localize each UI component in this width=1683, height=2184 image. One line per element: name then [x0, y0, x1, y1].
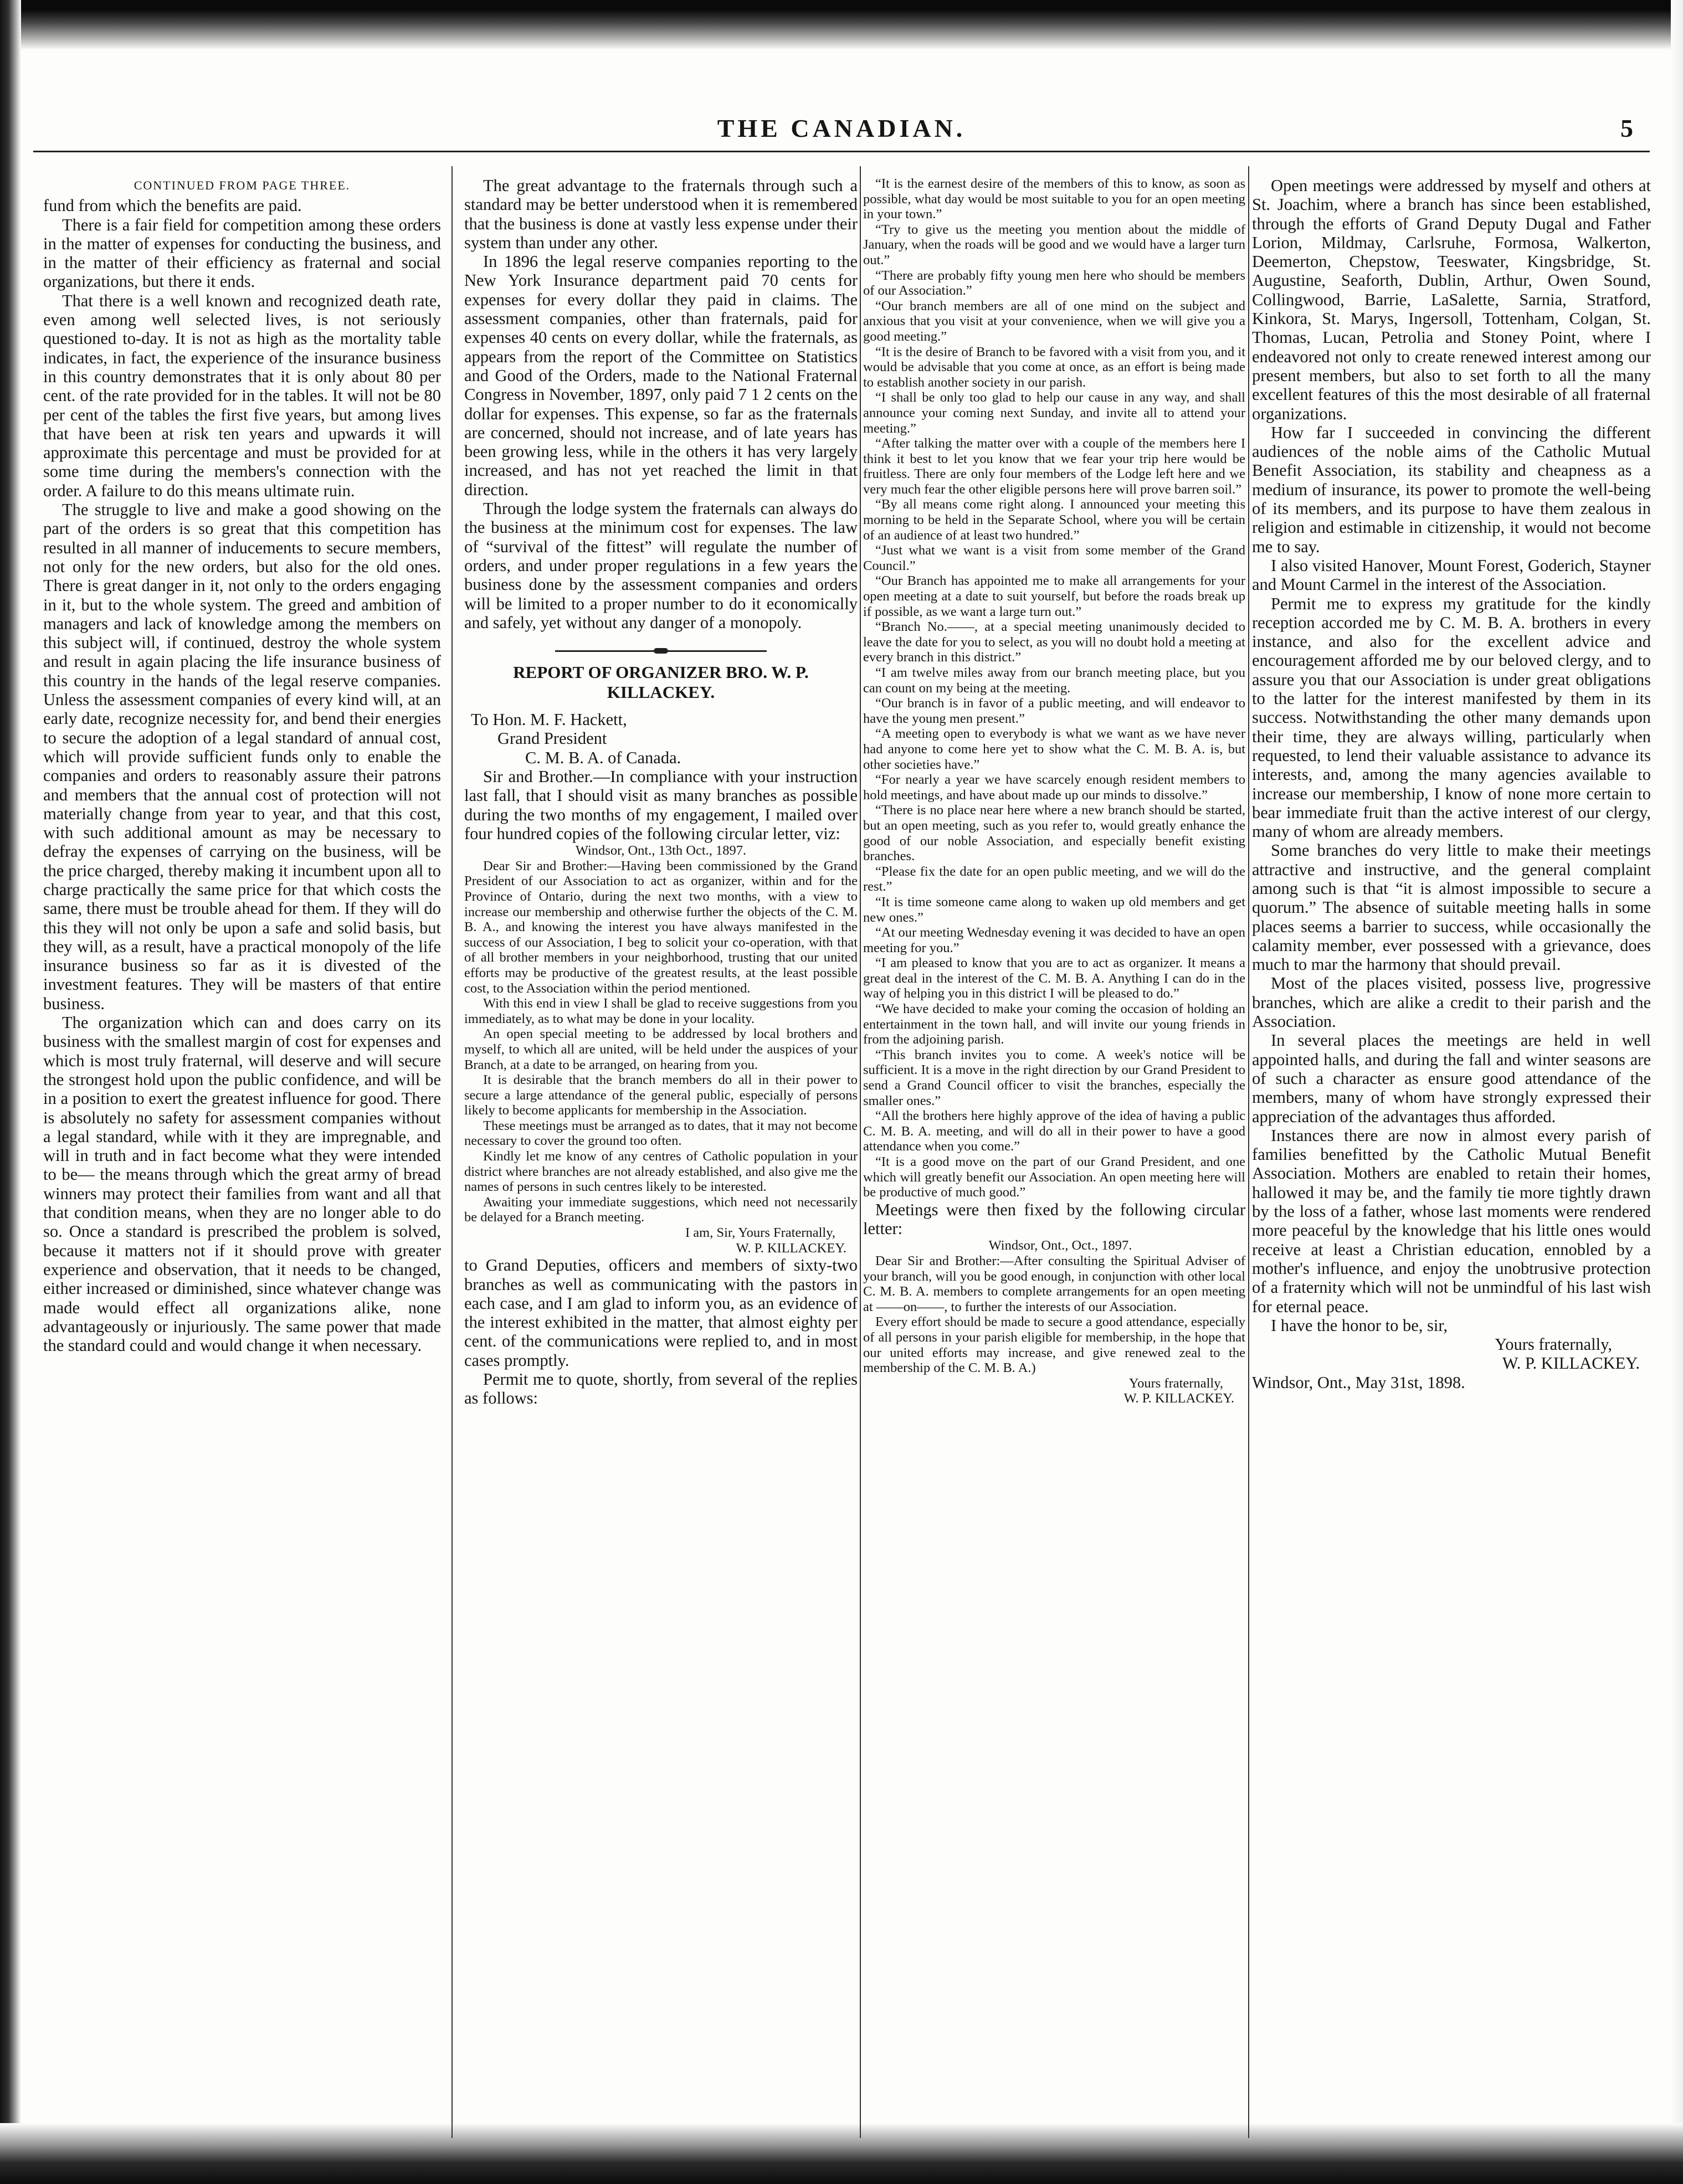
letter-signature: W. P. KILLACKEY. [1123, 1391, 1234, 1406]
reply-quote: “Try to give us the meeting you mention about the middle of January, when the roads will be good and we would have a larger turn out.” [863, 222, 1245, 268]
paragraph: Open meetings were addressed by myself and others at St. Joachim, where a branch has since been established, through the efforts of Grand Deputy Dugal and Father Lorion, Mildmay, Carlsruhe, Formosa, Walkerton, Deemerton, Chepstow, Teeswater, Kingsbridge, St. Augustine, Seaforth, Dublin, Arthur, Owen Sound, Collingwood, Barrie, LaSalette, Sarnia, Stratford, Kinkora, St. Marys, Ingersoll, Tottenham, Colgan, St. Thomas, Lucan, Petrolia and Stoney Point, where I endeavored not only to create renewed interest among our present members, but also to set forth to all the many excellent features of this the most desirable of all fraternal organizations. [1252, 176, 1651, 423]
report-headline: REPORT OF ORGANIZER BRO. W. P. KILLACKEY. [513, 662, 809, 702]
reply-quote: “Please fix the date for an open public meeting, and we will do the rest.” [863, 864, 1245, 895]
column-rule-1 [451, 166, 453, 2138]
letter-paragraph: An open special meeting to be addressed by local brothers and myself, to which all are united, will be held under the auspices of your Branch, at a date to be arranged, on hearing from you. [464, 1026, 858, 1072]
reply-quote: “Our Branch has appointed me to make all arrangements for your open meeting at a date to suit yourself, but before the roads break up if possible, as we want a large turn out.” [863, 573, 1245, 619]
reply-quote: “By all means come right along. I announced your meeting this morning to be held in the Separate School, where you will be certain of an audience of at least two hundred.” [863, 497, 1245, 543]
scan-edge-right [1671, 0, 1683, 2184]
address-line: Grand President [497, 729, 607, 748]
reply-quote: “After talking the matter over with a couple of the members here I think it best to let you know that we fear your trip here would be fruitless. There are only four members of the Lodge left here and we very much fear the other eligible persons here will prove barren soil.” [863, 436, 1245, 497]
reply-quote: “All the brothers here highly approve of the idea of having a public C. M. B. A. meeting, and will do all in their power to have a good attendance when you come.” [863, 1108, 1245, 1154]
reply-quote: “For nearly a year we have scarcely enough resident members to hold meetings, and have about made up our minds to dissolve.” [863, 772, 1245, 803]
paragraph: That there is a well known and recognized death rate, even among well selected lives, is not seriously questioned to-day. It is not as high as the mortality table indicates, in fact, the experience of the insurance business in this country demonstrates that it is only about 80 per cent. of the rate provided for in the tables. It will not be 80 per cent of the tables the first five years, but among lives that have been at risk ten years and upwards it will approximate this percentage and must be provided for at some time during the members's connection with the order. A failure to do this means ultimate ruin. [43, 291, 441, 500]
column-1 [43, 176, 441, 2137]
reply-quote: “This branch invites you to come. A week's notice will be sufficient. It is a move in the right direction by our Grand President to send a Grand Council officer to visit the branches, especially the smaller ones.” [863, 1047, 1245, 1108]
paragraph: The great advantage to the fraternals through such a standard may be better understood when it is remembered that the business is done at vastly less expense under their system than under any other. [464, 176, 858, 252]
column-rule-2 [860, 166, 861, 2138]
reply-quote: “Our branch members are all of one mind on the subject and anxious that you visit at your convenience, when we will give you a good meeting.” [863, 298, 1245, 344]
newspaper-title: THE CANADIAN. [717, 114, 966, 142]
letter-paragraph: Every effort should be made to secure a good attendance, especially of all persons in your parish eligible for membership, in the hope that our united efforts may increase, and give renewed zeal to the membership of the C. M. B. A.) [863, 1314, 1245, 1376]
address-line: To Hon. M. F. Hackett, [471, 710, 627, 729]
paragraph: Permit me to quote, shortly, from several of the replies as follows: [464, 1370, 858, 1408]
letter-paragraph: Dear Sir and Brother:—Having been commissioned by the Grand President of our Association to act as organizer, within and for the Province of Ontario, during the next two months, with a view to increase our membership and otherwise further the objects of the C. M. B. A., and knowing the interest you have always manifested in the success of our Association, I beg to solicit your co-operation, with that of all brother members in your neighborhood, trusting that our united efforts may be productive of the greatest results, at the least possible cost, to the Association within the period mentioned. [464, 858, 858, 996]
paragraph: There is a fair field for competition among these orders in the matter of expenses for conducting the business, and in the matter of their efficiency as fraternal and social organizations, but there it ends. [43, 215, 441, 291]
reply-quote: “Branch No.——, at a special meeting unanimously decided to leave the date for you to select, as you will no doubt hold a meeting at every branch in this district.” [863, 619, 1245, 665]
paragraph: The struggle to live and make a good showing on the part of the orders is so great that this competition has resulted in all manner of inducements to secure members, not only for the new orders, but also for the old ones. There is great danger in it, not only to the orders engaging in it, but to the whole system. The greed and ambition of managers and lack of knowledge among the members on this subject will, if continued, destroy the whole system and result in again placing the life insurance business of this country in the hands of the legal reserve companies. Unless the assessment companies of every kind will, at an early date, recognize necessity for, and bend their energies to secure the adoption of a legal standard of annual cost, which will provide sufficient funds only to enable the companies and orders to reasonably assure their patrons and members that the annual cost of protection will not materially change from year to year, and that this cost, with such additional amount as may be necessary to defray the expenses of carrying on the business, will be the price charged, thereby making it incumbent upon all to charge practically the same price for that which costs the same, there must be trouble ahead for them. If they will do this they will not only be upon a safe and solid basis, but they will, as a result, have a practical monopoly of the life insurance business so far as it is divested of the investment features. They will be masters of that entire business. [43, 500, 441, 1013]
letter-closing: Yours fraternally, [1495, 1335, 1612, 1354]
reply-quote: “It is time someone came along to waken up old members and get new ones.” [863, 894, 1245, 925]
letter-paragraph: With this end in view I shall be glad to receive suggestions from you immediately, as to what may be done in your locality. [464, 996, 858, 1026]
paragraph: I also visited Hanover, Mount Forest, Goderich, Stayner and Mount Carmel in the interest of the Association. [1252, 556, 1651, 594]
reply-quote: “It is a good move on the part of our Grand President, and one which will greatly benefit our Association. An open meeting here will be productive of much good.” [863, 1154, 1245, 1200]
paragraph: Some branches do very little to make their meetings attractive and instructive, and the general complaint among such is that “it is almost impossible to secure a quorum.” The absence of suitable meeting halls in some places seems a barrier to success, while occasionally the calamity member, ever possessed with a grievance, does much to mar the harmony that should prevail. [1252, 841, 1651, 974]
letter-dateline: Windsor, Ont., Oct., 1897. [988, 1238, 1132, 1253]
paragraph: Most of the places visited, possess live, progressive branches, which are alike a credit to their parish and the Association. [1252, 974, 1651, 1031]
continued-note: CONTINUED FROM PAGE THREE. [134, 178, 351, 192]
paragraph: In several places the meetings are held in well appointed halls, and during the fall and winter seasons are of such a character as ensure good attendance of the members, many of whom have strongly expressed their appreciation of the advantages thus afforded. [1252, 1031, 1651, 1126]
reply-quote: “Our branch is in favor of a public meeting, and will endeavor to have the young men present.” [863, 696, 1245, 726]
letter-paragraph: It is desirable that the branch members do all in their power to secure a large attendance of the general public, especially of persons likely to become applicants for membership in the Association. [464, 1072, 858, 1118]
paragraph: Instances there are now in almost every parish of families benefitted by the Catholic Mutual Benefit Association. Mothers are enabled to retain their homes, hallowed it may be, and the family tie more tightly drawn by the loss of a father, whose last moments were rendered more peaceful by the knowledge that his little ones would receive at least a Christian education, ennobled by a mother's influence, and enjoy the unobtrusive protection of a fraternity which will not be unmindful of his last wish for eternal peace. [1252, 1126, 1651, 1316]
scan-edge-top [0, 0, 1683, 50]
header-rule [33, 151, 1650, 152]
letter-paragraph: Kindly let me know of any centres of Catholic population in your district where branches are not already established, and also give me the names of persons in such centres likely to be interested. [464, 1149, 858, 1195]
reply-quote: “I am pleased to know that you are to act as organizer. It means a great deal in the interest of the C. M. B. A. Anything I can do in the way of helping you in this district I will be pleased to do.” [863, 955, 1245, 1001]
letter-dateline: Windsor, Ont., 13th Oct., 1897. [575, 843, 747, 859]
paragraph: I have the honor to be, sir, [1271, 1315, 1448, 1335]
paragraph: to Grand Deputies, officers and members of sixty-two branches as well as communicating with the pastors in each case, and I am glad to inform you, as an evidence of the interest exhibited in the matter, that almost eighty per cent. of the communications were replied to, and in most cases promptly. [464, 1256, 858, 1370]
paragraph: The organization which can and does carry on its business with the smallest margin of cost for expenses and which is most truly fraternal, will deserve and will secure the strongest hold upon the public confidence, and will be in a position to exert the greatest influence for good. There is absolutely no safety for assessment companies without a legal standard, while with it they are impregnable, and will in truth and in fact become what they were intended to be— the means through which the great army of bread winners may protect their families from want and all that that condition means, when they are no longer able to do so. Once a standard is prescribed the problem is solved, because it matters not if it should prove with greater experience and observation, that it needs to be changed, either increased or diminished, since whatever change was made would effect all organizations alike, none advantageously or injuriously. The same power that made the standard could and would change it when necessary. [43, 1013, 441, 1355]
report-dateline: Windsor, Ont., May 31st, 1898. [1252, 1373, 1465, 1392]
paragraph: In 1896 the legal reserve companies reporting to the New York Insurance department paid 70 cents for expenses for every dollar they paid in claims. The assessment companies, other than fraternals, paid for expenses 40 cents on every dollar, while the fraternals, as appears from the report of the Committee on Statistics and Good of the Orders, made to the National Fraternal Congress in November, 1897, only paid 7 1 2 cents on the dollar for expenses. This expense, so far as the fraternals are concerned, should not increase, and of late years has been growing less, while in the others it has very largely increased, and has not yet reached the limit in that direction. [464, 252, 858, 499]
reply-quote: “We have decided to make your coming the occasion of holding an entertainment in the town hall, and will invite our young friends in from the adjoining parish. [863, 1001, 1245, 1047]
letter-paragraph: Dear Sir and Brother:—After consulting the Spiritual Adviser of your branch, will you be good enough, in conjunction with other local C. M. B. A. members to complete arrangements for an open meeting at ——on——, to further the interests of our Association. [863, 1253, 1245, 1314]
letter-closing: Yours fraternally, [1128, 1375, 1223, 1391]
scan-edge-left [0, 0, 21, 2184]
running-head [0, 114, 1683, 147]
paragraph: Permit me to express my gratitude for the kindly reception accorded me by C. M. B. A. brothers in every instance, and also for the excellent advice and encouragement afforded me by our beloved clergy, and to assure you that our Association is under great obligations to the latter for the interest manifested by them in its success. Notwithstanding the other many demands upon their time, they are always willing, particularly when requested, to lend their valuable assistance to advance its interests, and, among the many agencies available to increase our membership, I know of none more certain to bear immediate fruit than the active interest of our clergy, many of whom are already members. [1252, 594, 1651, 841]
letter-signature: W. P. KILLACKEY. [736, 1240, 846, 1256]
column-2 [464, 176, 858, 2137]
ornamental-rule [464, 646, 858, 654]
column-4 [1252, 176, 1651, 2137]
page-number: 5 [1620, 114, 1633, 142]
letter-paragraph: These meetings must be arranged as to dates, that it may not become necessary to cover the ground too often. [464, 1118, 858, 1149]
column-3 [863, 176, 1245, 2137]
reply-quote: “There is no place near here where a new branch should be started, but an open meeting, such as you refer to, would greatly enhance the good of our noble Association, and especially benefit existing branches. [863, 803, 1245, 864]
paragraph: Through the lodge system the fraternals can always do the business at the minimum cost for expenses. The law of “survival of the fittest” will regulate the number of orders, and under proper regulations in a few years the business done by the assessment companies and orders will be limited to a proper number to do it economically and safely, yet without any danger of a monopoly. [464, 499, 858, 632]
reply-quote: “It is the desire of Branch to be favored with a visit from you, and it would be advisable that you come at once, as an effort is being made to establish another society in our parish. [863, 344, 1245, 390]
paragraph: Meetings were then fixed by the following circular letter: [863, 1200, 1245, 1239]
paragraph: fund from which the benefits are paid. [43, 196, 302, 215]
reply-quote: “Just what we want is a visit from some member of the Grand Council.” [863, 543, 1245, 573]
letter-paragraph: Awaiting your immediate suggestions, which need not necessarily be delayed for a Branch meeting. [464, 1194, 858, 1225]
letter-signature: W. P. KILLACKEY. [1502, 1354, 1640, 1373]
circular-letter [464, 843, 858, 1256]
address-line: C. M. B. A. of Canada. [525, 748, 681, 767]
reply-quote: “At our meeting Wednesday evening it was decided to have an open meeting for you.” [863, 925, 1245, 955]
paragraph: How far I succeeded in convincing the different audiences of the noble aims of the Catholic Mutual Benefit Association, its stability and cheapness as a medium of insurance, its power to promote the well-being of its members, and its purpose to have them zealous in religion and estimable in citizenship, it would not become me to say. [1252, 423, 1651, 556]
reply-quote: “It is the earnest desire of the members of this to know, as soon as possible, what day would be most suitable to you for an open meeting in your town.” [863, 176, 1245, 222]
reply-quote: “There are probably fifty young men here who should be members of our Association.” [863, 268, 1245, 299]
column-rule-3 [1248, 166, 1249, 2138]
reply-quote: “A meeting open to everybody is what we want as we have never had anyone to come here yet to show what the C. M. B. A. is, but other societies have.” [863, 726, 1245, 772]
letter-closing: I am, Sir, Yours Fraternally, [685, 1225, 835, 1241]
reply-quote: “I shall be only too glad to help our cause in any way, and shall announce your coming next Sunday, and invite all to attend your meeting.” [863, 390, 1245, 436]
paragraph: Sir and Brother.—In compliance with your instruction last fall, that I should visit as many branches as possible during the two months of my engagement, I mailed over four hundred copies of the following circular letter, viz: [464, 767, 858, 843]
reply-quote: “I am twelve miles away from our branch meeting place, but you can count on my being at the meeting. [863, 665, 1245, 696]
